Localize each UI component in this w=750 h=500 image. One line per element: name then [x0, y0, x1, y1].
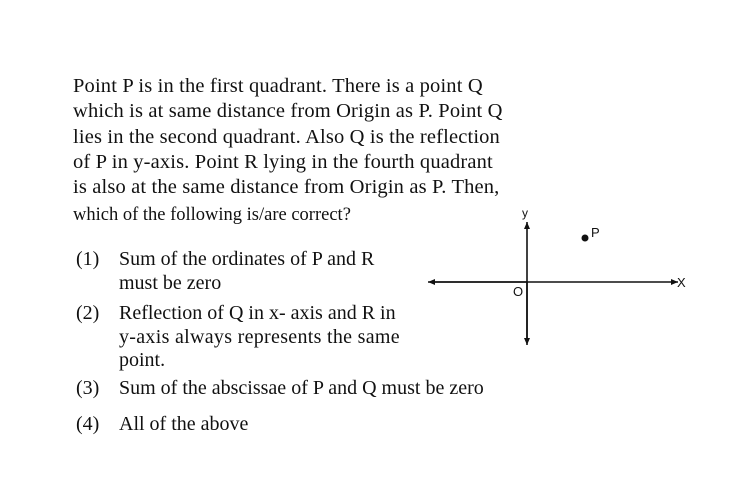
point-p-label: P [591, 225, 600, 240]
question-line: of P in y-axis. Point R lying in the fourth quadrant [73, 150, 493, 173]
y-axis-label: y [522, 206, 528, 220]
question-text [73, 74, 603, 229]
question-line: is also at the same distance from Origin as P. Then, [73, 176, 500, 199]
option-text [119, 248, 374, 295]
option-number: (3) [76, 377, 100, 399]
option-number: (2) [76, 302, 100, 324]
option-line: All of the above [119, 413, 249, 435]
option-line: Sum of the ordinates of P and R [119, 248, 375, 270]
option-text [119, 302, 400, 373]
option-line: Reflection of Q in x- axis and R in [119, 302, 396, 324]
question-line: lies in the second quadrant. Also Q is the reflection [73, 125, 500, 148]
option-line: must be zero [119, 271, 222, 294]
origin-label: O [513, 284, 524, 299]
question-line: which is at same distance from Origin as P. Point Q [73, 100, 503, 123]
option-line: point. [119, 349, 166, 371]
option-line: y-axis always represents the same [119, 325, 400, 348]
question-line: which of the following is/are correct? [73, 205, 351, 226]
option-number: (4) [76, 413, 100, 435]
option-text [119, 377, 484, 401]
question-line: Point P is in the first quadrant. There is a point Q [73, 75, 483, 97]
option-text [119, 413, 248, 437]
option-number: (1) [76, 248, 100, 270]
point-p-marker [582, 235, 589, 242]
option-line: Sum of the abscissae of P and Q must be zero [119, 377, 484, 399]
x-axis-label: X [677, 275, 686, 290]
